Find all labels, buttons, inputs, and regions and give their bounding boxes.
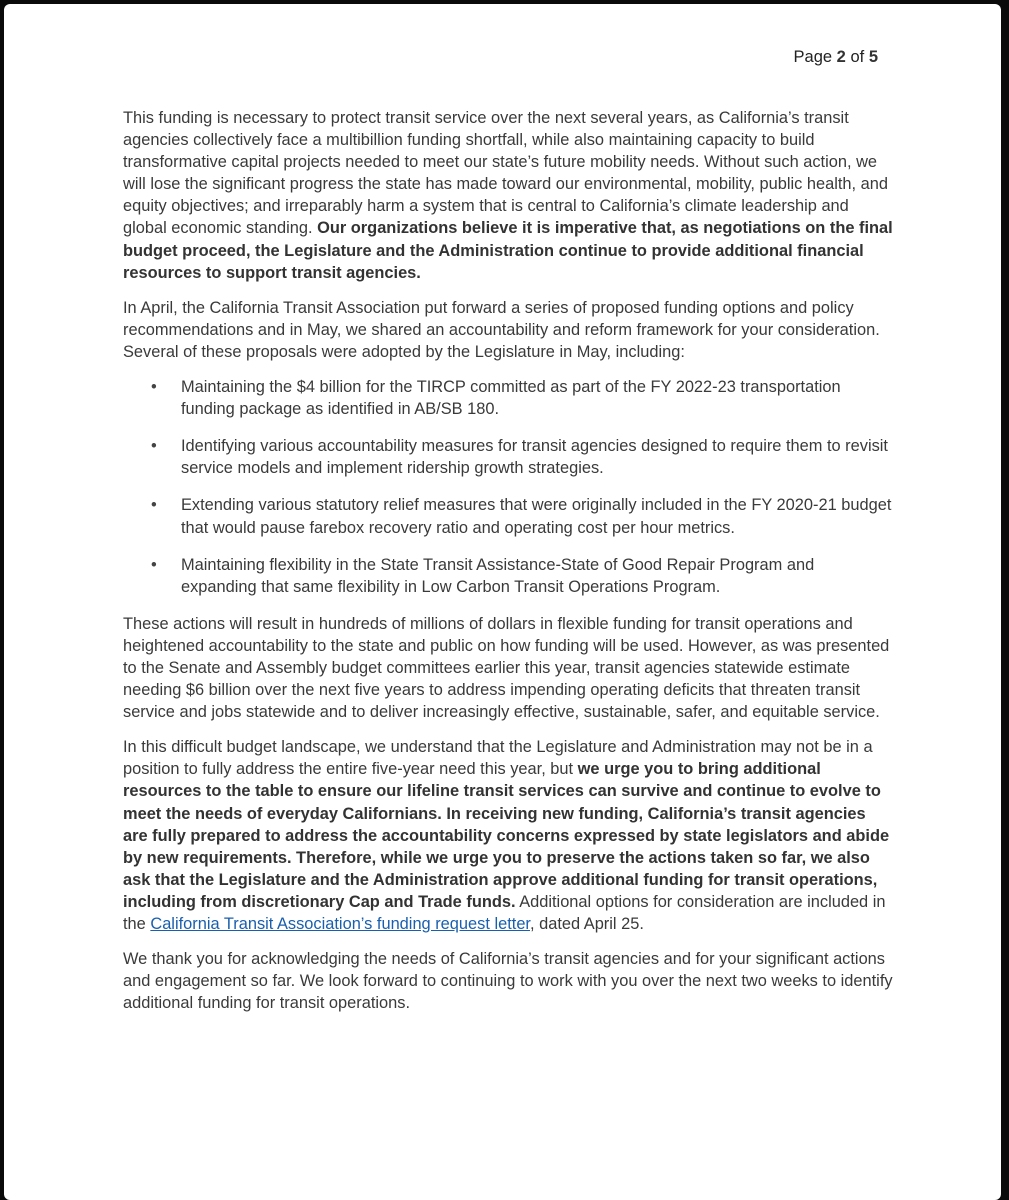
paragraph-april-proposals: In April, the California Transit Association put forward a series of proposed funding options and policy recommendations and in May, we shared an accountability and reform framework for your consideration. Several of these proposals were adopted by the Legislature in May, including:: [123, 298, 880, 361]
paragraph-text: , dated April 25.: [529, 915, 644, 933]
paragraph-budget-landscape: [123, 736, 893, 935]
paragraph-thank-you: We thank you for acknowledging the needs of California’s transit agencies and for your significant actions and engagement so far. We look forward to continuing to work with you over the next two weeks to identify additional funding for transit operations.: [123, 950, 893, 1013]
funding-request-letter-link[interactable]: California Transit Association’s funding request letter: [150, 915, 530, 933]
paragraph-bold: Our organizations believe it is imperative that, as negotiations on the final budget proceed, the Legislature and the Administration continue to provide additional financial resources to support transit agencies.: [123, 219, 893, 282]
paragraph-bold: we urge you to bring additional resources to the table to ensure our lifeline transit services can survive and continue to evolve to meet the needs of everyday Californians. In receiving new funding, California’s transit agencies are fully prepared to address the accountability concerns expressed by state legislators and abide by new requirements. Therefore, while we urge you to preserve the actions taken so far, we also ask that the Legislature and the Administration approve additional funding for transit operations, including from discretionary Cap and Trade funds.: [123, 760, 890, 911]
paragraph-text: Additional options for consideration are included in the: [123, 892, 886, 933]
page-total: 5: [868, 48, 878, 66]
list-item: • Maintaining flexibility in the State Transit Assistance-State of Good Repair Program and expanding that same flexibility in Low Carbon Transit Operations Program.: [181, 554, 893, 598]
list-item: • Identifying various accountability measures for transit agencies designed to require them to revisit service models and implement ridership growth strategies.: [181, 435, 893, 479]
letter-body: [123, 107, 893, 1027]
page-label: Page: [793, 48, 833, 66]
page-of: of: [850, 48, 865, 66]
paragraph-text: This funding is necessary to protect transit service over the next several years, as California’s transit agencies collectively face a multibillion funding shortfall, while also maintaining capacity to build transformative capital projects needed to meet our state’s future mobility needs. Without such action, we will lose the significant progress the state has made toward our environmental, mobility, public health, and equity objectives; and irreparably harm a system that is central to California’s climate leadership and global economic standing.: [123, 109, 888, 238]
paragraph-text: In this difficult budget landscape, we understand that the Legislature and Administration may not be in a position to fully address the entire five-year need this year, but: [123, 738, 873, 779]
paragraph-funding-necessity: [123, 107, 893, 284]
document-page: [4, 4, 1001, 1200]
adopted-proposals-list: [123, 376, 893, 598]
list-item: • Extending various statutory relief measures that were originally included in the FY 2020-21 budget that would pause farebox recovery ratio and operating cost per hour metrics.: [181, 494, 893, 538]
page-number: [794, 48, 878, 67]
page-current: 2: [836, 48, 846, 66]
list-item: • Maintaining the $4 billion for the TIRCP committed as part of the FY 2022-23 transportation funding package as identified in AB/SB 180.: [181, 376, 893, 420]
paragraph-actions-result: These actions will result in hundreds of millions of dollars in flexible funding for transit operations and heightened accountability to the state and public on how funding will be used. However, as was presented to the Senate and Assembly budget committees earlier this year, transit agencies statewide estimate needing $6 billion over the next five years to address impending operating deficits that threaten transit service and jobs statewide and to deliver increasingly effective, sustainable, safer, and equitable service.: [123, 614, 890, 722]
